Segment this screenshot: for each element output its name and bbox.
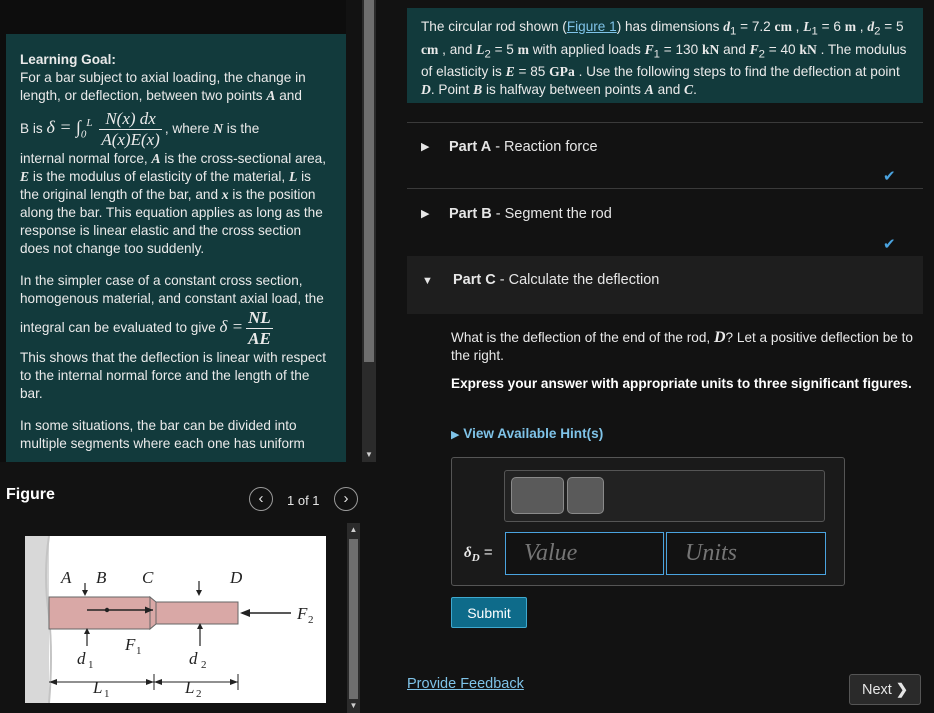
learning-goal-scroll-thumb[interactable] <box>364 0 374 362</box>
label-point-d: D <box>230 568 243 587</box>
label-point-b: B <box>96 568 107 587</box>
label-d1: d <box>77 649 86 668</box>
svg-text:1: 1 <box>136 645 142 657</box>
delta-d-label: $\delta_D$ = <box>464 544 493 564</box>
problem-statement: The circular rod shown (Figure 1) has dimensions $d_1 = 7.2$ cm , $L_1 = 6$ m , $d_2 = 5$ cm , and $L_2 = 5$ m with applied loads $F_1 = 130$ kN and $F_2 = 40$ kN . The modulus of elasticity is E = 85 GPa . Use the following steps to find the deflection at point D. Point B is halfway between points A and C. <box>407 8 923 103</box>
label-d2: d <box>189 649 198 668</box>
rod-segment-large <box>49 597 150 629</box>
wall-support <box>25 536 49 703</box>
figure-scrollbar[interactable] <box>347 523 360 713</box>
goal-text-2: internal normal force, A is the cross-sectional area, E is the modulus of elasticity of the material, L is the original length of the bar, and x is the position along the bar. This equation applies as long as the response is linear elastic and the cross section does not change too suddenly. <box>20 151 327 256</box>
part-c-row[interactable] <box>407 256 923 314</box>
part-b-label: Part B - Segment the rod <box>449 206 612 222</box>
label-f1: F <box>125 635 136 654</box>
part-a-label: Part A - Reaction force <box>449 139 598 155</box>
goal-text-5: In some situations, the bar can be divided into multiple segments where each one has uniform <box>20 418 305 451</box>
goal-text-3: In the simpler case of a constant cross section, homogenous material, and constant axial load, the integral can be evaluated to give δ = $\frac{NL}{AE}$ This shows that the deflection is linear with respect to the internal normal force and the length of the bar. <box>20 273 327 401</box>
figure-counter: 1 of 1 <box>287 493 320 508</box>
caret-right-icon: ▶ <box>421 208 430 220</box>
learning-goal-scrollbar[interactable] <box>362 0 376 462</box>
learning-goal-box <box>6 34 346 462</box>
svg-text:1: 1 <box>104 688 110 700</box>
rod-figure <box>25 536 326 703</box>
checkmark-icon: ✔ <box>883 236 896 253</box>
chevron-right-icon: › <box>343 490 349 507</box>
caret-down-icon: ▼ <box>422 275 433 287</box>
svg-text:2: 2 <box>201 659 207 671</box>
svg-text:2: 2 <box>308 614 314 626</box>
integral-fraction: $\frac{N(x) dx}{A(x)E(x)}$ <box>101 109 160 149</box>
label-f2: F <box>297 604 308 623</box>
figure-next-button[interactable] <box>334 487 358 511</box>
label-l1: L <box>93 678 103 697</box>
scroll-up-arrow-icon[interactable]: ▲ <box>349 525 358 534</box>
part-a-row[interactable] <box>407 122 923 185</box>
caret-right-icon: ▶ <box>421 141 430 153</box>
figure-scroll-thumb[interactable] <box>349 539 358 699</box>
next-button[interactable]: Next ❯ <box>849 674 921 705</box>
chevron-right-icon: ❯ <box>895 681 908 698</box>
goal-text-1: For a bar subject to axial loading, the change in length, or deflection, between two points A and <box>20 70 306 103</box>
learning-goal-title: Learning Goal: <box>20 52 116 67</box>
part-c-label: Part C - Calculate the deflection <box>453 272 660 288</box>
value-input[interactable] <box>505 532 664 575</box>
scroll-down-arrow-icon[interactable]: ▼ <box>349 701 358 710</box>
simple-fraction: $\frac{NL}{AE}$ <box>248 308 271 348</box>
label-l2: L <box>185 678 195 697</box>
units-input[interactable] <box>666 532 826 575</box>
part-b-row[interactable] <box>407 189 923 253</box>
goal-equation-line: B is $\delta = \int_0^L$ $\frac{N(x) dx}{A(x)E(x)}$ , where N is the <box>20 109 260 149</box>
template-button-2[interactable] <box>567 477 604 514</box>
checkmark-icon: ✔ <box>883 168 896 185</box>
svg-text:1: 1 <box>88 659 94 671</box>
part-c-question: What is the deflection of the end of the rod, D? Let a positive deflection be to the right. <box>451 329 913 363</box>
chevron-left-icon: ‹ <box>258 490 264 507</box>
scroll-down-arrow-icon[interactable]: ▼ <box>365 450 373 459</box>
part-c-instructions: Express your answer with appropriate units to three significant figures. <box>451 376 912 391</box>
answer-toolbar <box>504 470 825 522</box>
provide-feedback-link[interactable]: Provide Feedback <box>407 676 524 692</box>
svg-text:2: 2 <box>196 688 202 700</box>
label-point-c: C <box>142 568 154 587</box>
figure-link[interactable]: Figure 1 <box>566 19 617 34</box>
figure-prev-button[interactable] <box>249 487 273 511</box>
rod-segment-small <box>156 602 238 624</box>
view-hints-link[interactable]: ▶ View Available Hint(s) <box>451 426 604 441</box>
template-button[interactable] <box>511 477 564 514</box>
caret-right-icon: ▶ <box>451 429 460 441</box>
figure-title: Figure <box>6 486 55 503</box>
rod-diagram <box>25 536 326 703</box>
submit-button[interactable]: Submit <box>451 597 527 628</box>
label-point-a: A <box>61 568 72 587</box>
